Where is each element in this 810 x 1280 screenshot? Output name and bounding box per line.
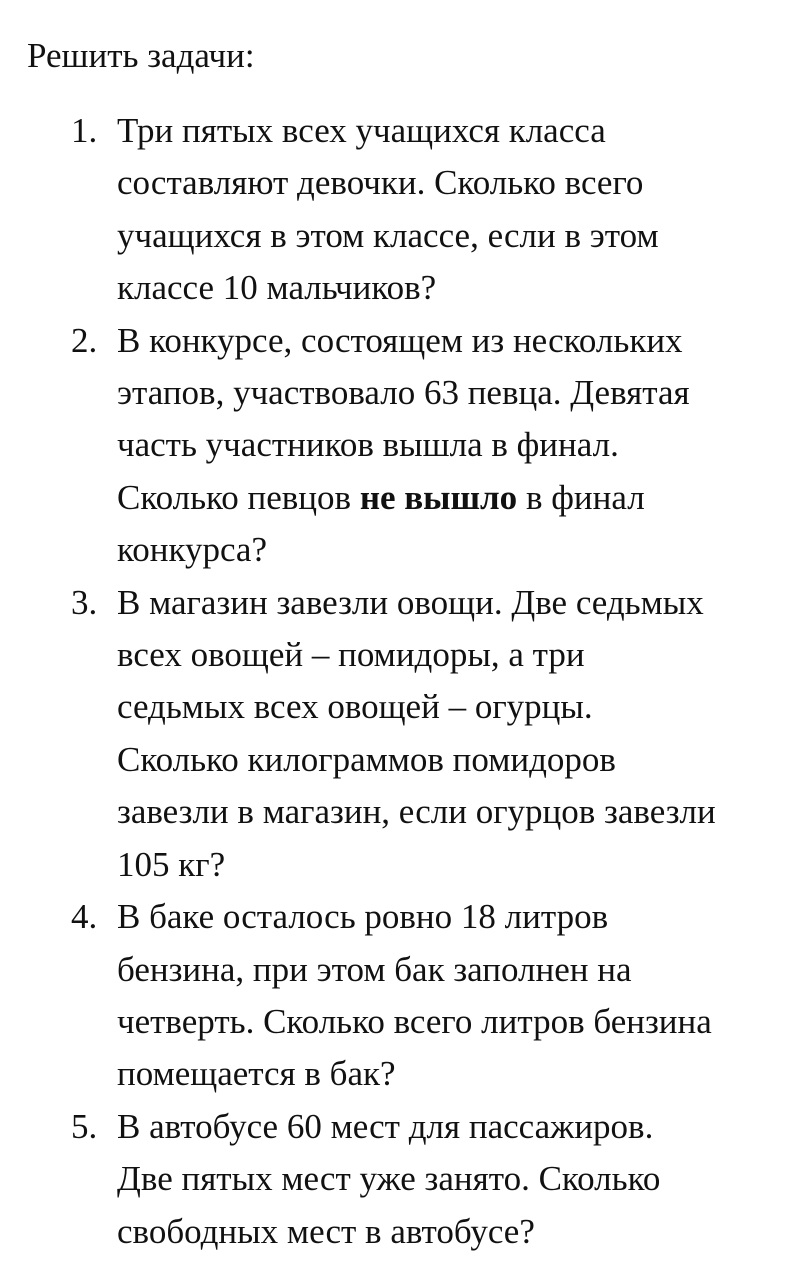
task-text-before: В конкурсе, состоящем из нескольких этапов, участвовало 63 певца. Девятая часть участников вышла в финал. Сколько певцов — [117, 320, 690, 517]
task-text: Три пятых всех учащихся класса составляют девочки. Сколько всего учащихся в этом классе, если в этом классе 10 мальчиков? — [117, 111, 659, 308]
task-number: 1. — [71, 111, 98, 150]
task-emphasis: не вышло — [359, 477, 518, 517]
task-item-4 — [0, 891, 810, 1101]
task-text — [117, 315, 790, 577]
task-number: 3. — [71, 582, 98, 622]
task-text: В баке осталось ровно 18 литров бензина, при этом бак заполнен на четверть. Сколько всего литров бензина помещается в бак? — [117, 897, 712, 1094]
page-title: Решить задачи: — [27, 36, 255, 75]
task-item-2 — [0, 315, 810, 577]
task-number: 2. — [71, 320, 98, 360]
task-text: В магазин завезли овощи. Две седьмых всех овощей – помидоры, а три седьмых всех овощей – огурцы. Сколько килограммов помидоров завезли в магазин, если огурцов завезли 105 кг? — [117, 582, 716, 884]
task-text-after: в финал конкурса? — [117, 477, 645, 570]
task-number: 4. — [71, 897, 98, 937]
task-item-1 — [0, 105, 810, 315]
task-number: 5. — [71, 1106, 98, 1146]
task-list — [0, 105, 810, 1258]
task-item-3 — [0, 577, 810, 891]
task-text: В автобусе 60 мест для пассажиров. Две пятых мест уже занято. Сколько свободных мест в автобусе? — [117, 1106, 661, 1251]
task-item-5 — [0, 1101, 810, 1258]
